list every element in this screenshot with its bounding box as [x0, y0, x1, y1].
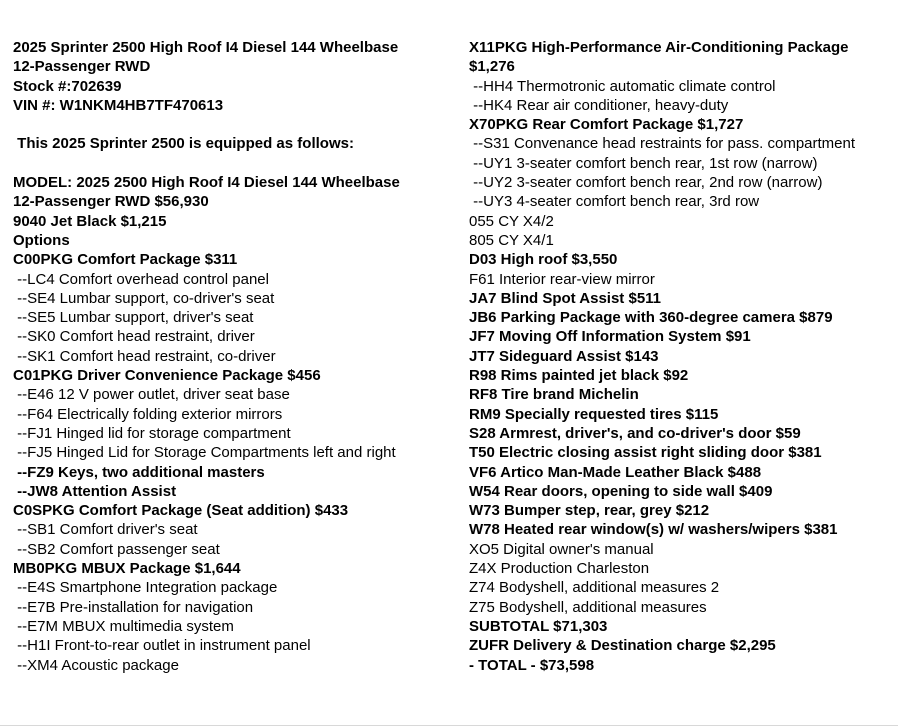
option-sub-item-fz9-keys-two-additional-masters: --FZ9 Keys, two additional masters [13, 463, 265, 481]
option-sub-item-e4s-smartphone-integration-package: --E4S Smartphone Integration package [13, 579, 278, 597]
option-sub-item-s31-convenance-head-restraints-for-pass-: --S31 Convenance head restraints for pass. compartment [469, 135, 856, 153]
line-item-z4x-production-charleston: Z4X Production Charleston [469, 560, 650, 578]
option-sub-item-hk4-rear-air-conditioner-heavy-duty: --HK4 Rear air conditioner, heavy-duty [469, 96, 729, 114]
line-item-jf7-moving-off-information-system-91: JF7 Moving Off Information System $91 [469, 328, 751, 346]
option-sub-item-sb2-comfort-passenger-seat: --SB2 Comfort passenger seat [13, 540, 220, 558]
option-sub-item-uy2-3-seater-comfort-bench-rear-2nd-row-: --UY2 3-seater comfort bench rear, 2nd row (narrow) [469, 174, 823, 192]
option-sub-item-e7m-mbux-multimedia-system: --E7M MBUX multimedia system [13, 617, 234, 635]
line-item-jb6-parking-package-with-360-degree-came: JB6 Parking Package with 360-degree camera $879 [469, 309, 833, 327]
line-item-d03-high-roof-3-550: D03 High roof $3,550 [469, 251, 618, 269]
option-sub-item-fj1-hinged-lid-for-storage-compartment: --FJ1 Hinged lid for storage compartment [13, 424, 291, 442]
line-item-805-cy-x4-1: 805 CY X4/1 [469, 231, 554, 249]
line-item-r98-rims-painted-jet-black-92: R98 Rims painted jet black $92 [469, 367, 689, 385]
blank-line [13, 115, 453, 134]
line-item-this-2025-sprinter-2500-is-equipped-as-f: This 2025 Sprinter 2500 is equipped as follows: [13, 135, 354, 153]
line-item-1-276: $1,276 [469, 58, 515, 76]
option-sub-item-uy3-4-seater-comfort-bench-rear-3rd-row: --UY3 4-seater comfort bench rear, 3rd row [469, 193, 760, 211]
right-column [469, 38, 894, 675]
line-item-subtotal-71-303: SUBTOTAL $71,303 [469, 617, 608, 635]
option-sub-item-e7b-pre-installation-for-navigation: --E7B Pre-installation for navigation [13, 598, 254, 616]
line-item-rf8-tire-brand-michelin: RF8 Tire brand Michelin [469, 386, 639, 404]
line-item-vin-w1nkm4hb7tf470613: VIN #: W1NKM4HB7TF470613 [13, 96, 224, 114]
line-item-jt7-sideguard-assist-143: JT7 Sideguard Assist $143 [469, 347, 659, 365]
option-sub-item-fj5-hinged-lid-for-storage-compartments-: --FJ5 Hinged Lid for Storage Compartments left and right [13, 444, 396, 462]
line-item-mb0pkg-mbux-package-1-644: MB0PKG MBUX Package $1,644 [13, 560, 241, 578]
line-item-9040-jet-black-1-215: 9040 Jet Black $1,215 [13, 212, 167, 230]
left-column [13, 38, 453, 675]
line-item-x11pkg-high-performance-air-conditioning: X11PKG High-Performance Air-Conditioning Package [469, 39, 849, 56]
line-item-x70pkg-rear-comfort-package-1-727: X70PKG Rear Comfort Package $1,727 [469, 116, 744, 134]
option-sub-item-jw8-attention-assist: --JW8 Attention Assist [13, 482, 177, 500]
blank-line [13, 154, 453, 173]
option-sub-item-uy1-3-seater-comfort-bench-rear-1st-row-: --UY1 3-seater comfort bench rear, 1st row (narrow) [469, 154, 818, 172]
line-item-c00pkg-comfort-package-311: C00PKG Comfort Package $311 [13, 251, 238, 269]
option-sub-item-sb1-comfort-driver-s-seat: --SB1 Comfort driver's seat [13, 521, 198, 539]
line-item-c0spkg-comfort-package-seat-addition-433: C0SPKG Comfort Package (Seat addition) $433 [13, 502, 349, 520]
option-sub-item-lc4-comfort-overhead-control-panel: --LC4 Comfort overhead control panel [13, 270, 269, 288]
line-item-055-cy-x4-2: 055 CY X4/2 [469, 212, 554, 230]
line-item-2025-sprinter-2500-high-roof-i4-diesel-1: 2025 Sprinter 2500 High Roof I4 Diesel 144 Wheelbase [13, 39, 399, 56]
line-item-zufr-delivery-destination-charge-2-295: ZUFR Delivery & Destination charge $2,295 [469, 637, 776, 655]
option-sub-item-e46-12-v-power-outlet-driver-seat-base: --E46 12 V power outlet, driver seat base [13, 386, 290, 404]
line-item-w78-heated-rear-window-s-w-washers-wiper: W78 Heated rear window(s) w/ washers/wipers $381 [469, 521, 838, 539]
line-item-total-73-598: - TOTAL - $73,598 [469, 656, 595, 674]
option-sub-item-h1i-front-to-rear-outlet-in-instrument-p: --H1I Front-to-rear outlet in instrument panel [13, 637, 311, 655]
line-item-w54-rear-doors-opening-to-side-wall-409: W54 Rear doors, opening to side wall $409 [469, 482, 773, 500]
line-item-model-2025-2500-high-roof-i4-diesel-144-: MODEL: 2025 2500 High Roof I4 Diesel 144 Wheelbase [13, 174, 400, 192]
line-item-stock-702639: Stock #:702639 [13, 77, 122, 95]
line-item-t50-electric-closing-assist-right-slidin: T50 Electric closing assist right sliding door $381 [469, 444, 822, 462]
option-sub-item-sk0-comfort-head-restraint-driver: --SK0 Comfort head restraint, driver [13, 328, 255, 346]
line-item-z74-bodyshell-additional-measures-2: Z74 Bodyshell, additional measures 2 [469, 579, 720, 597]
line-item-rm9-specially-requested-tires-115: RM9 Specially requested tires $115 [469, 405, 719, 423]
line-item-w73-bumper-step-rear-grey-212: W73 Bumper step, rear, grey $212 [469, 502, 710, 520]
option-sub-item-sk1-comfort-head-restraint-co-driver: --SK1 Comfort head restraint, co-driver [13, 347, 276, 365]
line-item-ja7-blind-spot-assist-511: JA7 Blind Spot Assist $511 [469, 289, 662, 307]
line-item-f61-interior-rear-view-mirror: F61 Interior rear-view mirror [469, 270, 655, 288]
line-item-options: Options [13, 231, 70, 249]
option-sub-item-f64-electrically-folding-exterior-mirror: --F64 Electrically folding exterior mirrors [13, 405, 283, 423]
line-item-z75-bodyshell-additional-measures: Z75 Bodyshell, additional measures [469, 598, 707, 616]
line-item-s28-armrest-driver-s-and-co-driver-s-doo: S28 Armrest, driver's, and co-driver's door $59 [469, 424, 801, 442]
line-item-c01pkg-driver-convenience-package-456: C01PKG Driver Convenience Package $456 [13, 367, 321, 385]
option-sub-item-xm4-acoustic-package: --XM4 Acoustic package [13, 656, 179, 674]
option-sub-item-hh4-thermotronic-automatic-climate-contr: --HH4 Thermotronic automatic climate control [469, 77, 776, 95]
line-item-12-passenger-rwd-56-930: 12-Passenger RWD $56,930 [13, 193, 209, 211]
line-item-vf6-artico-man-made-leather-black-488: VF6 Artico Man-Made Leather Black $488 [469, 463, 762, 481]
line-item-xo5-digital-owner-s-manual: XO5 Digital owner's manual [469, 540, 654, 558]
option-sub-item-se5-lumbar-support-driver-s-seat: --SE5 Lumbar support, driver's seat [13, 309, 254, 327]
line-item-12-passenger-rwd: 12-Passenger RWD [13, 58, 151, 76]
option-sub-item-se4-lumbar-support-co-driver-s-seat: --SE4 Lumbar support, co-driver's seat [13, 289, 275, 307]
